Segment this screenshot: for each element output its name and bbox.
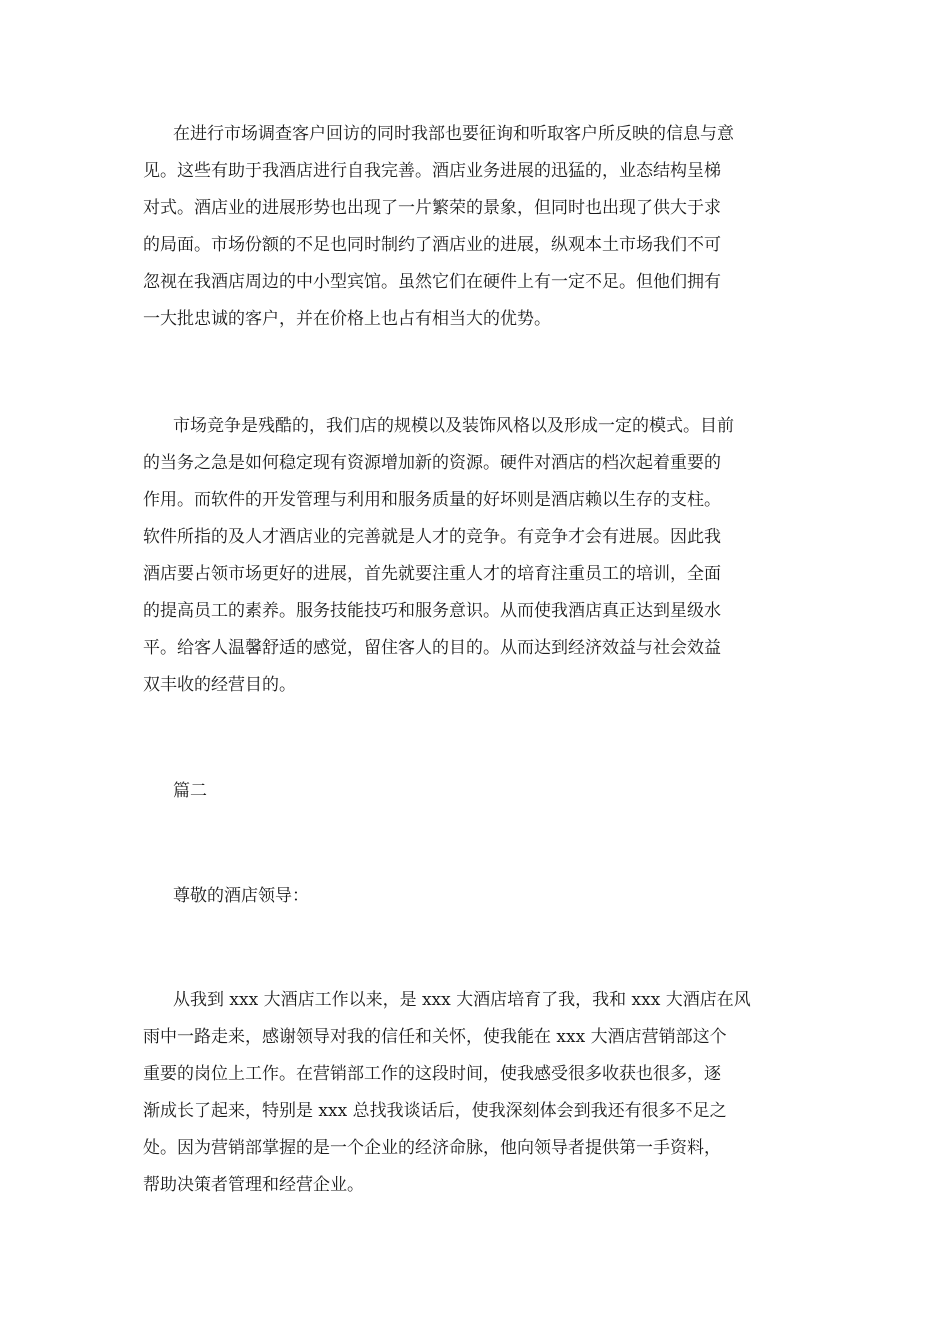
section-heading: 篇二 [173, 781, 207, 801]
paragraph-line: 软件所指的及人才酒店业的完善就是人才的竞争。有竞争才会有进展。因此我 [143, 527, 721, 547]
paragraph-line: 帮助决策者管理和经营企业。 [143, 1175, 364, 1195]
paragraph-line: 忽视在我酒店周边的中小型宾馆。虽然它们在硬件上有一定不足。但他们拥有 [143, 272, 721, 292]
paragraph-line: 雨中一路走来，感谢领导对我的信任和关怀，使我能在 xxx 大酒店营销部这个 [143, 1027, 727, 1047]
paragraph-line: 处。因为营销部掌握的是一个企业的经济命脉，他向领导者提供第一手资料， [143, 1138, 721, 1158]
paragraph-line: 平。给客人温馨舒适的感觉，留住客人的目的。从而达到经济效益与社会效益 [143, 638, 721, 658]
salutation: 尊敬的酒店领导： [173, 886, 309, 906]
paragraph-line: 的局面。市场份额的不足也同时制约了酒店业的进展，纵观本土市场我们不可 [143, 235, 721, 255]
paragraph-line: 一大批忠诚的客户，并在价格上也占有相当大的优势。 [143, 309, 551, 329]
paragraph-line: 作用。而软件的开发管理与利用和服务质量的好坏则是酒店赖以生存的支柱。 [143, 490, 721, 510]
paragraph-line: 的当务之急是如何稳定现有资源增加新的资源。硬件对酒店的档次起着重要的 [143, 453, 721, 473]
paragraph-line: 在进行市场调查客户回访的同时我部也要征询和听取客户所反映的信息与意 [173, 124, 734, 144]
paragraph-line: 酒店要占领市场更好的进展，首先就要注重人才的培育注重员工的培训，全面 [143, 564, 721, 584]
paragraph-line: 重要的岗位上工作。在营销部工作的这段时间，使我感受很多收获也很多，逐 [143, 1064, 721, 1084]
paragraph-line: 见。这些有助于我酒店进行自我完善。酒店业务进展的迅猛的，业态结构呈梯 [143, 161, 721, 181]
paragraph-line: 双丰收的经营目的。 [143, 675, 296, 695]
paragraph-line: 从我到 xxx 大酒店工作以来，是 xxx 大酒店培育了我，我和 xxx 大酒店在风 [173, 990, 751, 1010]
paragraph-line: 对式。酒店业的进展形势也出现了一片繁荣的景象，但同时也出现了供大于求 [143, 198, 721, 218]
paragraph-line: 市场竞争是残酷的，我们店的规模以及装饰风格以及形成一定的模式。目前 [173, 416, 734, 436]
paragraph-line: 渐成长了起来，特别是 xxx 总找我谈话后，使我深刻体会到我还有很多不足之 [143, 1101, 727, 1121]
paragraph-line: 的提高员工的素养。服务技能技巧和服务意识。从而使我酒店真正达到星级水 [143, 601, 721, 621]
